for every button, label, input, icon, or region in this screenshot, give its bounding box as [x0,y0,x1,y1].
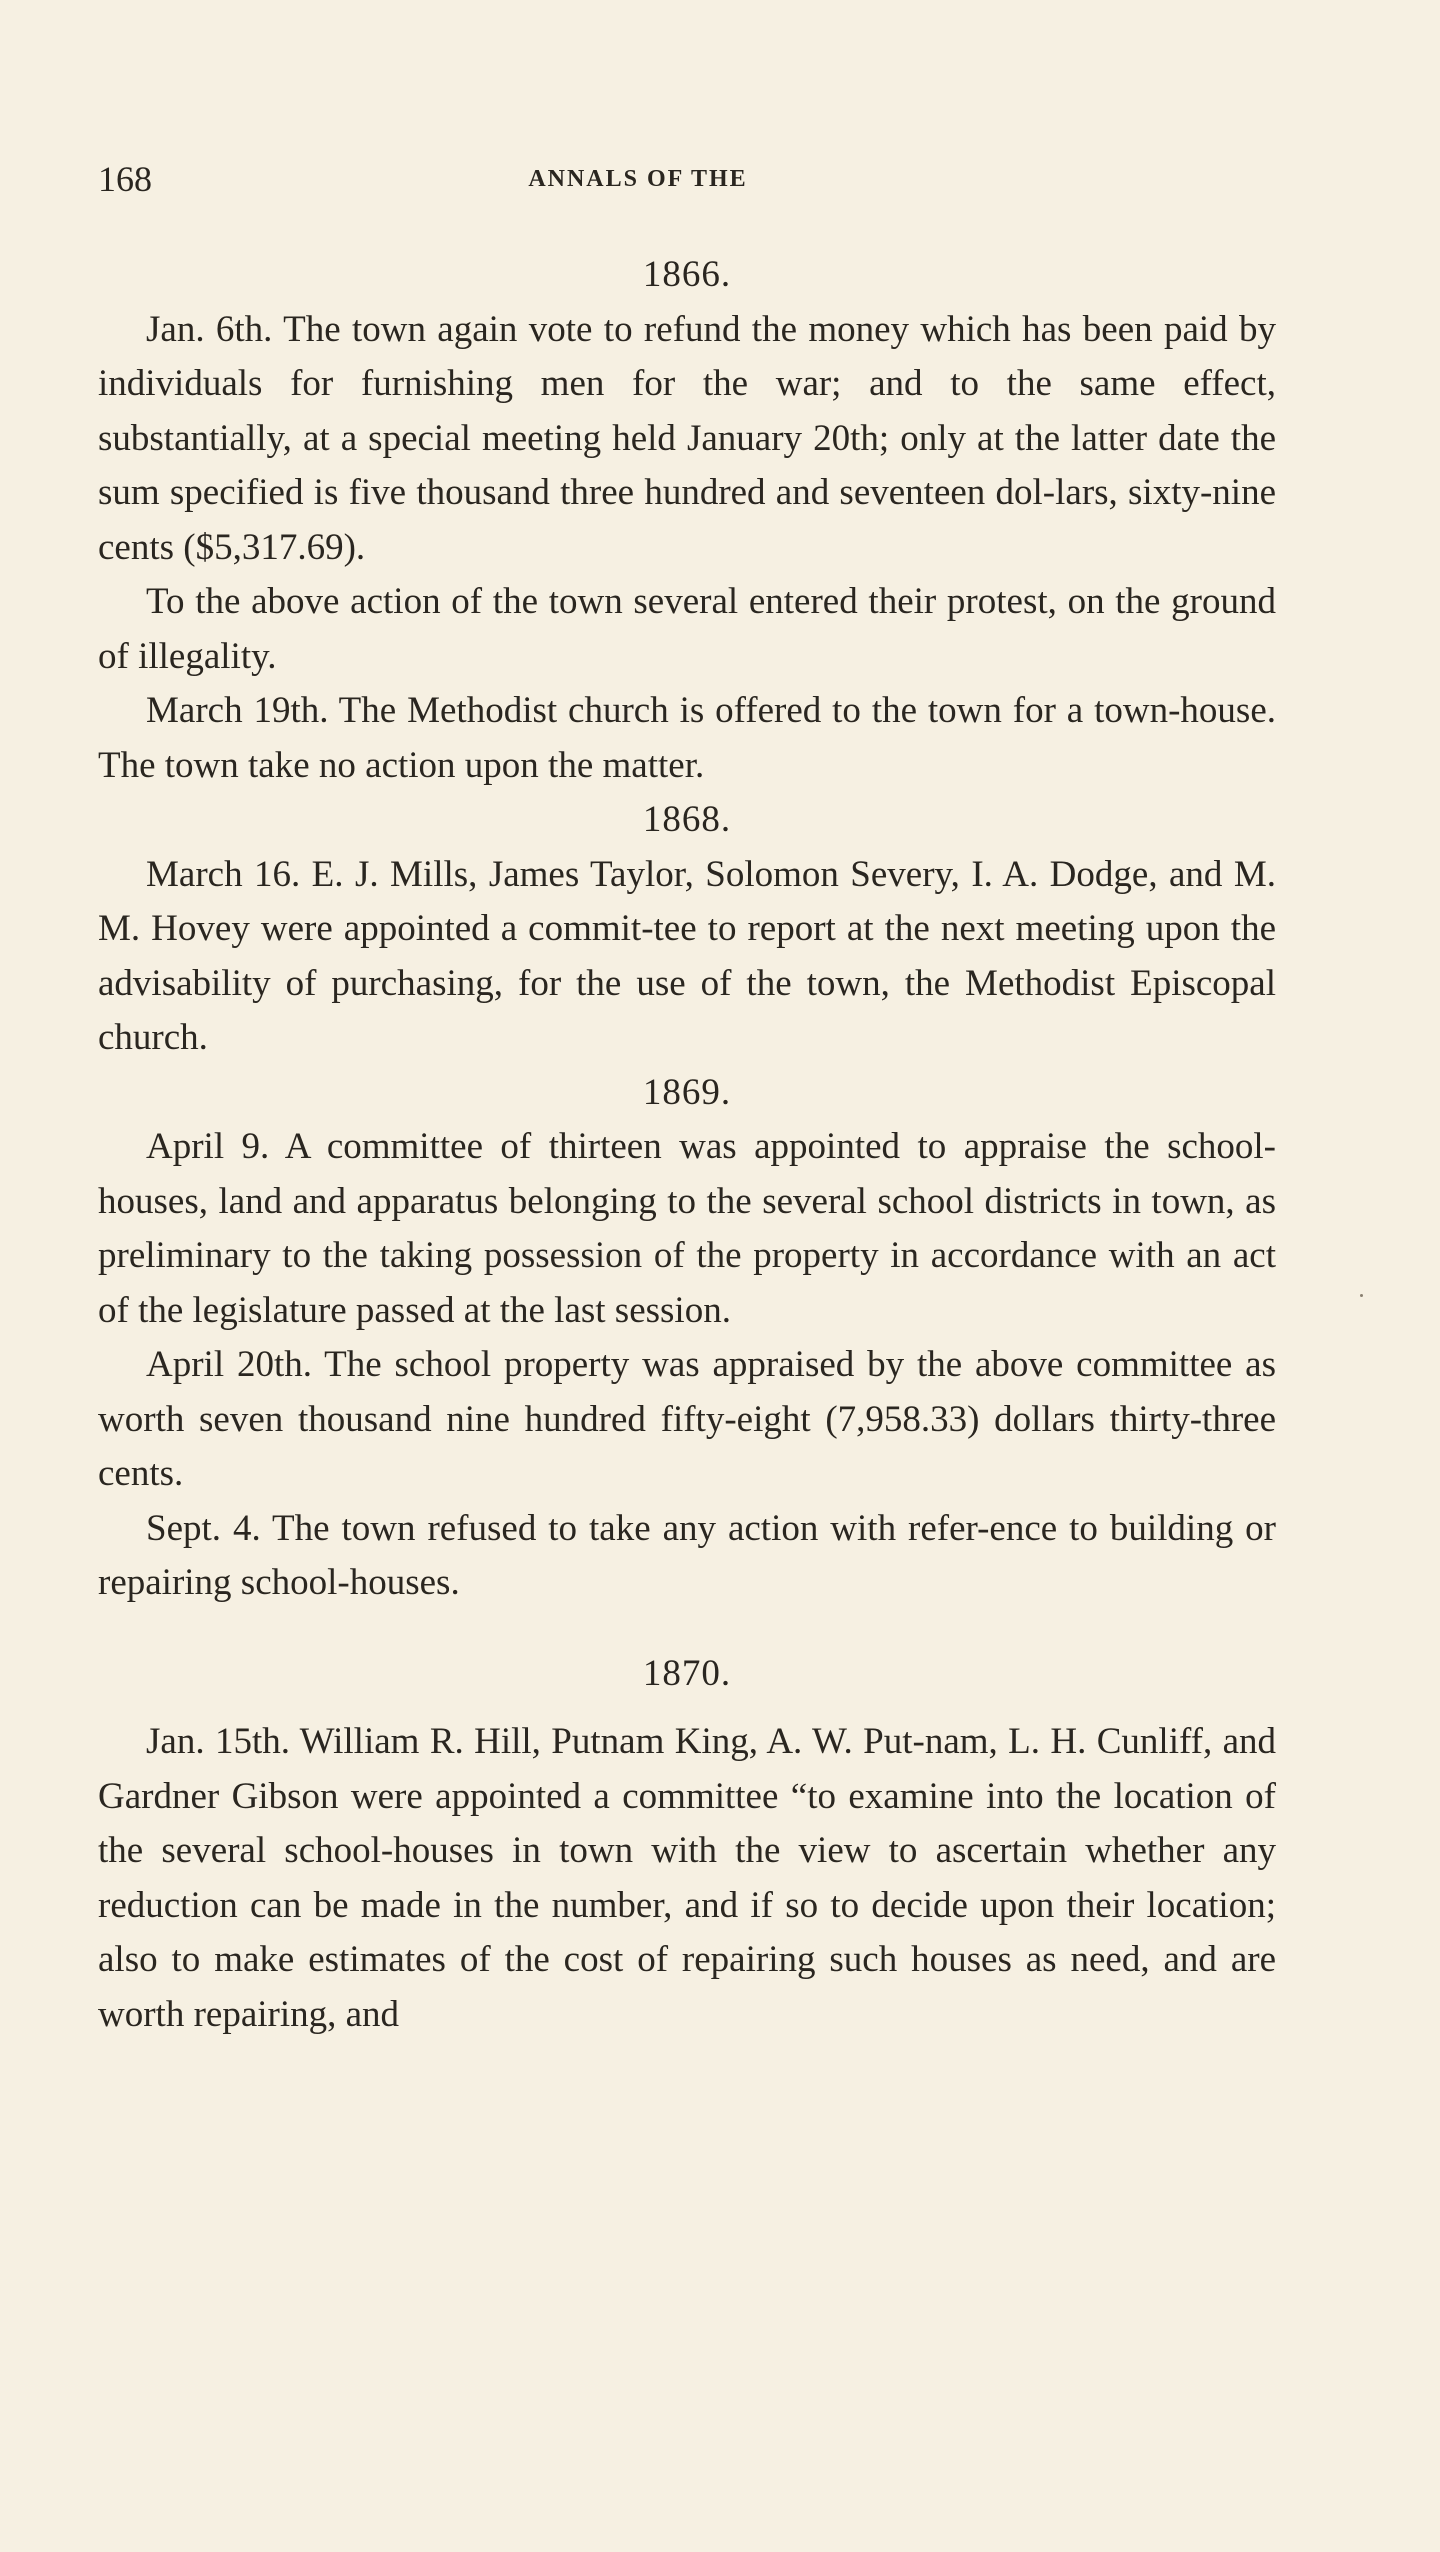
year-heading-1868: 1868. [642,799,732,840]
entry-1866-jan: Jan. 6th. The town again vote to refund the money which has been paid by individuals for furnishing men for the war; and to the same effect, substantially, at a special meeting held January 20th; only at the latter date the sum specified is five thousand three hundred and seventeen dol-lars, sixty-nine cents ($5,317.69). [98,308,1276,568]
entry-1868-march: March 16. E. J. Mills, James Taylor, Solomon Severy, I. A. Dodge, and M. M. Hovey were appointed a commit-tee to report at the next meeting upon the advisability of purchasing, for the use of the town, the Methodist Episcopal church. [98,853,1276,1058]
entry-1869-april-9: April 9. A committee of thirteen was appointed to appraise the school-houses, land and apparatus belonging to the several school districts in town, as preliminary to the taking possession of the property in accordance with an act of the legislature passed at the last session. [98,1126,1276,1331]
page-number: 168 [98,159,152,199]
entry-1866-protest: To the above action of the town several entered their protest, on the ground of illegality. [98,581,1276,677]
entry-1869-april-20: April 20th. The school property was appraised by the above committee as worth seven thousand nine hundred fifty-eight (7,958.33) dollars thirty-three cents. [98,1344,1276,1494]
year-heading-1869: 1869. [642,1071,732,1113]
running-head [98,158,1273,208]
page-body [98,248,1276,2042]
entry-1870-jan: Jan. 15th. William R. Hill, Putnam King, A. W. Put-nam, L. H. Cunliff, and Gardner Gibson were appointed a committee “to examine into the location of the several school-houses in town with the view to ascertain whether any reduction can be made in the number, and if so to decide upon their location; also to make estimates of the cost of repairing such houses as need, and are worth repairing, and [98,1721,1276,2035]
year-heading-1866: 1866. [642,254,732,295]
year-heading-1870: 1870. [642,1652,732,1694]
paper-speck [1360,1294,1363,1297]
entry-1866-march: March 19th. The Methodist church is offered to the town for a town-house. The town take no action upon the matter. [98,690,1276,786]
running-title: ANNALS OF THE [528,166,748,192]
entry-1869-sept: Sept. 4. The town refused to take any action with refer-ence to building or repairing school-houses. [98,1507,1276,1603]
